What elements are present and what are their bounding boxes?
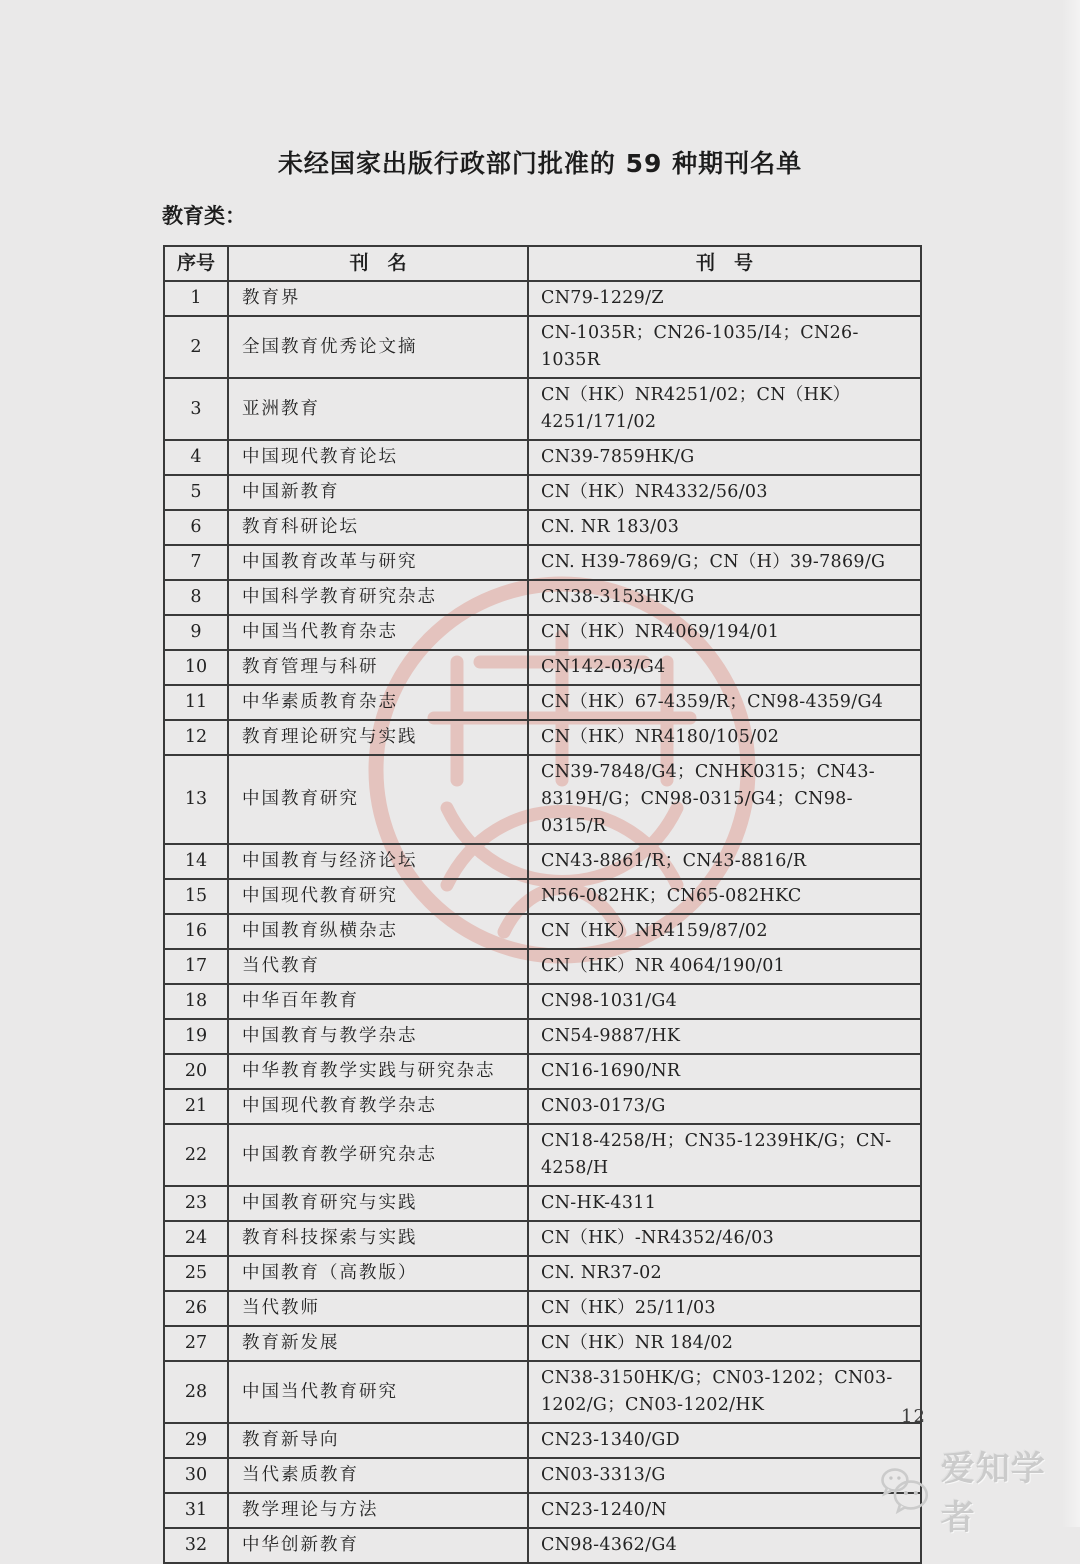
cell-no: 11 xyxy=(164,685,228,720)
cell-no: 12 xyxy=(164,720,228,755)
cell-code: CN23-1240/N xyxy=(528,1493,921,1528)
cell-code: CN98-4362/G4 xyxy=(528,1528,921,1563)
table-row xyxy=(164,844,921,879)
table-row xyxy=(164,1291,921,1326)
cell-name: 中国当代教育杂志 xyxy=(228,615,528,650)
cell-name: 中国教育研究与实践 xyxy=(228,1186,528,1221)
cell-no: 22 xyxy=(164,1124,228,1186)
cell-name: 当代教育 xyxy=(228,949,528,984)
wechat-chat-bubbles-icon xyxy=(880,1466,932,1514)
page-number: 12 xyxy=(901,1406,926,1427)
cell-name: 当代素质教育 xyxy=(228,1458,528,1493)
table-row xyxy=(164,984,921,1019)
table-row xyxy=(164,440,921,475)
cell-code: CN98-1031/G4 xyxy=(528,984,921,1019)
cell-code: CN（HK）NR4332/56/03 xyxy=(528,475,921,510)
cell-no: 21 xyxy=(164,1089,228,1124)
cell-no: 5 xyxy=(164,475,228,510)
cell-code: CN23-1340/GD xyxy=(528,1423,921,1458)
cell-code: CN（HK）25/11/03 xyxy=(528,1291,921,1326)
brand-text: 爱知学者 xyxy=(940,1449,1046,1538)
cell-code: CN. H39-7869/G；CN（H）39-7869/G xyxy=(528,545,921,580)
table-row xyxy=(164,1221,921,1256)
cell-code: CN38-3150HK/G；CN03-1202；CN03-1202/G；CN03-1202/HK xyxy=(528,1361,921,1423)
brand-watermark xyxy=(880,1441,1080,1539)
cell-code: CN（HK）-NR4352/46/03 xyxy=(528,1221,921,1256)
cell-code: CN（HK）NR4069/194/01 xyxy=(528,615,921,650)
table-row xyxy=(164,949,921,984)
cell-no: 16 xyxy=(164,914,228,949)
table-row xyxy=(164,1423,921,1458)
cell-no: 31 xyxy=(164,1493,228,1528)
table-row xyxy=(164,685,921,720)
cell-name: 全国教育优秀论文摘 xyxy=(228,316,528,378)
cell-no: 1 xyxy=(164,281,228,316)
cell-code: CN54-9887/HK xyxy=(528,1019,921,1054)
cell-code: CN（HK）NR4159/87/02 xyxy=(528,914,921,949)
cell-name: 中国现代教育论坛 xyxy=(228,440,528,475)
cell-code: CN18-4258/H；CN35-1239HK/G；CN-4258/H xyxy=(528,1124,921,1186)
table-header-row xyxy=(164,246,921,281)
table-row xyxy=(164,316,921,378)
table-body xyxy=(164,281,921,1563)
cell-no: 26 xyxy=(164,1291,228,1326)
cell-no: 20 xyxy=(164,1054,228,1089)
table-row xyxy=(164,545,921,580)
cell-name: 中华百年教育 xyxy=(228,984,528,1019)
table-row xyxy=(164,1256,921,1291)
cell-code: CN16-1690/NR xyxy=(528,1054,921,1089)
cell-no: 10 xyxy=(164,650,228,685)
header-cell-name: 刊 名 xyxy=(228,246,528,281)
table-row xyxy=(164,580,921,615)
table-row xyxy=(164,1124,921,1186)
table-row xyxy=(164,720,921,755)
table-row xyxy=(164,1458,921,1493)
table-row xyxy=(164,1186,921,1221)
cell-name: 中国教育与经济论坛 xyxy=(228,844,528,879)
cell-name: 中华教育教学实践与研究杂志 xyxy=(228,1054,528,1089)
cell-code: CN-HK-4311 xyxy=(528,1186,921,1221)
table-row xyxy=(164,1361,921,1423)
cell-code: CN43-8861/R；CN43-8816/R xyxy=(528,844,921,879)
cell-no: 3 xyxy=(164,378,228,440)
table-row xyxy=(164,1019,921,1054)
table-row xyxy=(164,1326,921,1361)
cell-no: 13 xyxy=(164,755,228,844)
page-title: 未经国家出版行政部门批准的 59 种期刊名单 xyxy=(277,149,803,178)
cell-code: CN38-3153HK/G xyxy=(528,580,921,615)
cell-code: CN（HK）NR 184/02 xyxy=(528,1326,921,1361)
cell-code: CN. NR 183/03 xyxy=(528,510,921,545)
table-row xyxy=(164,1054,921,1089)
cell-no: 2 xyxy=(164,316,228,378)
cell-code: CN（HK）67-4359/R；CN98-4359/G4 xyxy=(528,685,921,720)
cell-code: CN（HK）NR4251/02；CN（HK）4251/171/02 xyxy=(528,378,921,440)
cell-no: 30 xyxy=(164,1458,228,1493)
cell-no: 8 xyxy=(164,580,228,615)
section-label: 教育类： xyxy=(162,204,246,228)
cell-no: 14 xyxy=(164,844,228,879)
cell-name: 中国现代教育研究 xyxy=(228,879,528,914)
cell-name: 中国新教育 xyxy=(228,475,528,510)
table-row xyxy=(164,378,921,440)
table-row xyxy=(164,755,921,844)
cell-name: 教育科研论坛 xyxy=(228,510,528,545)
table-row xyxy=(164,914,921,949)
cell-name: 中国教育改革与研究 xyxy=(228,545,528,580)
cell-name: 中国教育（高教版） xyxy=(228,1256,528,1291)
cell-no: 4 xyxy=(164,440,228,475)
cell-code: CN（HK）NR 4064/190/01 xyxy=(528,949,921,984)
cell-name: 教学理论与方法 xyxy=(228,1493,528,1528)
cell-code: CN39-7848/G4；CNHK0315；CN43-8319H/G；CN98-0315/G4；CN98-0315/R xyxy=(528,755,921,844)
cell-name: 教育管理与科研 xyxy=(228,650,528,685)
cell-no: 29 xyxy=(164,1423,228,1458)
header-cell-code: 刊 号 xyxy=(528,246,921,281)
table-row xyxy=(164,879,921,914)
cell-code: CN（HK）NR4180/105/02 xyxy=(528,720,921,755)
cell-name: 中国教育教学研究杂志 xyxy=(228,1124,528,1186)
cell-code: N56-082HK；CN65-082HKC xyxy=(528,879,921,914)
cell-no: 23 xyxy=(164,1186,228,1221)
cell-name: 中国教育与教学杂志 xyxy=(228,1019,528,1054)
cell-no: 17 xyxy=(164,949,228,984)
cell-no: 24 xyxy=(164,1221,228,1256)
cell-name: 教育新导向 xyxy=(228,1423,528,1458)
table-row xyxy=(164,1528,921,1563)
table-row xyxy=(164,1089,921,1124)
cell-name: 教育理论研究与实践 xyxy=(228,720,528,755)
cell-code: CN79-1229/Z xyxy=(528,281,921,316)
cell-name: 中华素质教育杂志 xyxy=(228,685,528,720)
cell-no: 28 xyxy=(164,1361,228,1423)
cell-code: CN142-03/G4 xyxy=(528,650,921,685)
cell-no: 18 xyxy=(164,984,228,1019)
table-row xyxy=(164,281,921,316)
journal-table xyxy=(163,245,922,1564)
cell-name: 中国现代教育教学杂志 xyxy=(228,1089,528,1124)
cell-code: CN. NR37-02 xyxy=(528,1256,921,1291)
table-row xyxy=(164,650,921,685)
cell-no: 25 xyxy=(164,1256,228,1291)
cell-code: CN-1035R；CN26-1035/I4；CN26-1035R xyxy=(528,316,921,378)
cell-name: 中国教育纵横杂志 xyxy=(228,914,528,949)
cell-name: 亚洲教育 xyxy=(228,378,528,440)
table-row xyxy=(164,1493,921,1528)
right-edge-highlight xyxy=(1062,0,1080,1527)
cell-name: 教育界 xyxy=(228,281,528,316)
cell-no: 32 xyxy=(164,1528,228,1563)
cell-no: 15 xyxy=(164,879,228,914)
table-row xyxy=(164,615,921,650)
cell-name: 中华创新教育 xyxy=(228,1528,528,1563)
cell-no: 7 xyxy=(164,545,228,580)
cell-name: 中国教育研究 xyxy=(228,755,528,844)
cell-name: 教育新发展 xyxy=(228,1326,528,1361)
cell-name: 当代教师 xyxy=(228,1291,528,1326)
header-cell-no: 序号 xyxy=(164,246,228,281)
cell-code: CN03-0173/G xyxy=(528,1089,921,1124)
table-row xyxy=(164,510,921,545)
table-row xyxy=(164,475,921,510)
cell-code: CN39-7859HK/G xyxy=(528,440,921,475)
cell-no: 19 xyxy=(164,1019,228,1054)
cell-no: 27 xyxy=(164,1326,228,1361)
cell-name: 中国科学教育研究杂志 xyxy=(228,580,528,615)
cell-name: 教育科技探索与实践 xyxy=(228,1221,528,1256)
cell-no: 6 xyxy=(164,510,228,545)
cell-no: 9 xyxy=(164,615,228,650)
cell-name: 中国当代教育研究 xyxy=(228,1361,528,1423)
cell-code: CN03-3313/G xyxy=(528,1458,921,1493)
